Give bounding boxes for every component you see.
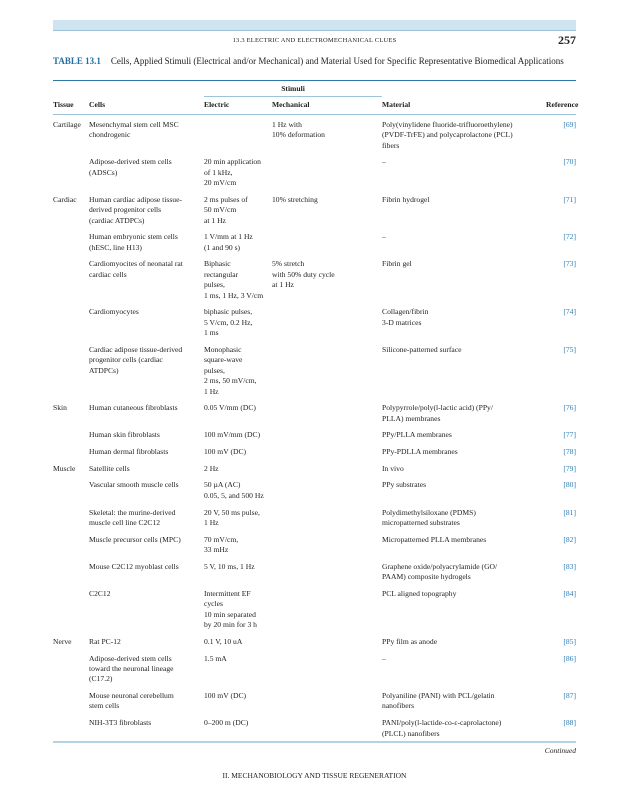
tissue-cell: Cardiac (53, 194, 77, 204)
tissue-cell: Cartilage (53, 119, 81, 129)
mechanical-cell (272, 562, 382, 589)
table-row (53, 114, 576, 157)
cells-cell: Adipose-derived stem cells (ADSCs) (89, 157, 172, 177)
mechanical-cell (272, 508, 382, 535)
cells-cell: Satellite cells (89, 463, 130, 473)
tissue-cell (53, 430, 89, 447)
material-cell: In vivo (382, 463, 404, 473)
electric-cell: Intermittent EF cycles 10 min separated by 20 min for 3 h (204, 588, 257, 630)
tissue-cell (53, 157, 89, 195)
table-row (53, 157, 576, 195)
table-row (53, 637, 576, 654)
tissue-cell (53, 691, 89, 718)
mechanical-cell (272, 654, 382, 692)
data-table (53, 80, 579, 745)
material-cell: Silicone-patterned surface (382, 344, 462, 354)
continued-note: Continued (544, 746, 576, 755)
cells-cell: Skeletal: the murine-derived muscle cell line C2C12 (89, 507, 176, 527)
electric-cell: 1.5 mA (204, 653, 227, 663)
mechanical-cell (272, 157, 382, 195)
cells-cell: Mesenchymal stem cell MSC chondrogenic (89, 119, 179, 140)
tissue-cell (53, 232, 89, 259)
reference-link[interactable]: [79] (563, 463, 577, 473)
table-label: TABLE 13.1 (53, 56, 101, 66)
column-header-reference: Reference (546, 97, 576, 114)
mechanical-cell: 10% stretching (272, 194, 318, 204)
table-row (53, 232, 576, 259)
table-row (53, 464, 576, 481)
electric-cell: 100 mV (DC) (204, 447, 247, 457)
table-row (53, 403, 576, 430)
electric-cell: 0.1 V, 10 uA (204, 636, 243, 646)
mechanical-cell (272, 307, 382, 345)
table-row (53, 195, 576, 233)
mechanical-cell (272, 464, 382, 481)
electric-cell: biphasic pulses, 5 V/cm, 0.2 Hz, 1 ms (204, 307, 253, 338)
tissue-cell (53, 589, 89, 637)
reference-link[interactable]: [77] (563, 430, 577, 440)
tissue-cell (53, 345, 89, 403)
cells-cell: Rat PC-12 (89, 636, 121, 646)
mechanical-cell (272, 447, 382, 464)
column-header-tissue: Tissue (53, 97, 89, 114)
table-row (53, 307, 576, 345)
electric-cell: 100 mV/mm (DC) (204, 430, 261, 440)
material-cell: PPy film as anode (382, 636, 438, 646)
cells-cell: Cardiomyocytes (89, 307, 139, 317)
column-header-material: Material (382, 97, 546, 114)
reference-link[interactable]: [86] (563, 653, 577, 663)
tissue-cell (53, 654, 89, 692)
mechanical-cell (272, 589, 382, 637)
column-header-electric: Electric (204, 97, 272, 114)
cells-cell: Human embryonic stem cells (hESC, line H13) (89, 232, 178, 252)
electric-cell (204, 114, 272, 157)
reference-link[interactable]: [75] (563, 344, 577, 354)
table-row (53, 589, 576, 637)
material-cell: – (382, 653, 386, 663)
electric-cell: 1 V/mm at 1 Hz (1 and 90 s) (204, 232, 253, 252)
reference-link[interactable]: [87] (563, 691, 577, 701)
mechanical-cell (272, 403, 382, 430)
electric-cell: Biphasic rectangular pulses, 1 ms, 1 Hz, 3 V/cm (204, 259, 264, 300)
reference-link[interactable]: [71] (563, 194, 577, 204)
material-cell: Polypyrrole/poly(l-lactic acid) (PPy/ PLLA) membranes (382, 403, 493, 423)
material-cell: Polydimethylsiloxane (PDMS) micropatterned substrates (382, 507, 476, 527)
tissue-cell (53, 562, 89, 589)
material-cell: PPy/PLLA membranes (382, 430, 452, 440)
cells-cell: Human skin fibroblasts (89, 430, 160, 440)
reference-link[interactable]: [84] (563, 588, 577, 598)
material-cell: Fibrin gel (382, 259, 412, 269)
material-cell: Graphene oxide/polyacrylamide (GO/ PAAM) composite hydrogels (382, 561, 498, 582)
table-row (53, 259, 576, 307)
top-band (53, 20, 576, 31)
material-cell: Poly(vinylidene fluoride-trifluoroethylene) (PVDF-TrFE) and polycaprolactone (PCL) fibers (382, 119, 513, 150)
mechanical-cell (272, 535, 382, 562)
cells-cell: Cardiac adipose tissue-derived progenitor cells (cardiac ATDPCs) (89, 344, 183, 375)
table-caption (53, 56, 576, 67)
material-cell: PCL aligned topography (382, 588, 457, 598)
tissue-cell: Skin (53, 403, 67, 413)
electric-cell: 0–200 m (DC) (204, 718, 249, 728)
material-cell: – (382, 232, 386, 242)
mechanical-cell: 5% stretch with 50% duty cycle at 1 Hz (272, 259, 335, 290)
cells-cell: Human cardiac adipose tissue- derived progenitor cells (cardiac ATDPCs) (89, 194, 182, 225)
electric-cell: 50 µA (AC) 0.05, 5, and 500 Hz (204, 480, 264, 500)
reference-link[interactable]: [78] (563, 447, 577, 457)
electric-cell: 20 min application of 1 kHz, 20 mV/cm (204, 157, 261, 188)
electric-cell: 2 Hz (204, 463, 219, 473)
reference-link[interactable]: [72] (563, 232, 577, 242)
cells-cell: Mouse C2C12 myoblast cells (89, 561, 179, 571)
reference-link[interactable]: [74] (563, 307, 577, 317)
electric-cell: 2 ms pulses of 50 mV/cm at 1 Hz (204, 194, 248, 225)
cells-cell: Human dermal fibroblasts (89, 447, 169, 457)
table-row (53, 691, 576, 718)
mechanical-cell (272, 345, 382, 403)
material-cell: – (382, 157, 386, 167)
table-row (53, 480, 576, 507)
table-row (53, 345, 576, 403)
mechanical-cell (272, 480, 382, 507)
mechanical-cell (272, 637, 382, 654)
tissue-cell: Nerve (53, 636, 72, 646)
cells-cell: Cardiomyocites of neonatal rat cardiac cells (89, 259, 183, 279)
electric-cell: 5 V, 10 ms, 1 Hz (204, 561, 255, 571)
mechanical-cell (272, 691, 382, 718)
reference-link[interactable]: [70] (563, 157, 577, 167)
tissue-cell (53, 480, 89, 507)
material-cell: Collagen/fibrin 3-D matrices (382, 307, 429, 327)
material-cell: Micropatterned PLLA membranes (382, 534, 487, 544)
tissue-cell (53, 259, 89, 307)
electric-cell: 70 mV/cm, 33 mHz (204, 534, 239, 555)
reference-link[interactable]: [69] (563, 119, 577, 129)
table-bottom-rule (53, 741, 576, 743)
reference-link[interactable]: [82] (563, 534, 577, 544)
material-cell: PPy substrates (382, 480, 427, 490)
cells-cell: Vascular smooth muscle cells (89, 480, 179, 490)
reference-link[interactable]: [81] (563, 507, 577, 517)
material-cell: Polyaniline (PANI) with PCL/gelatin nanofibers (382, 691, 495, 711)
mechanical-cell (272, 232, 382, 259)
cells-cell: Mouse neuronal cerebellum stem cells (89, 691, 174, 711)
cells-cell: Human cutaneous fibroblasts (89, 403, 178, 413)
material-cell: PANI/poly(l-lactide-co-ε-caprolactone) (PLCL) nanofibers (382, 718, 502, 738)
tissue-cell (53, 447, 89, 464)
tissue-cell (53, 535, 89, 562)
reference-link[interactable]: [80] (563, 480, 577, 490)
electric-cell: 20 V, 50 ms pulse, 1 Hz (204, 507, 260, 527)
table-row (53, 430, 576, 447)
column-header-cells: Cells (89, 97, 204, 114)
tissue-cell: Muscle (53, 463, 76, 473)
reference-link[interactable]: [85] (563, 636, 577, 646)
page-footer: II. MECHANOBIOLOGY AND TISSUE REGENERATION (222, 771, 407, 780)
reference-link[interactable]: [83] (563, 561, 577, 571)
column-header-mechanical: Mechanical (272, 97, 382, 114)
reference-link[interactable]: [76] (563, 403, 577, 413)
material-cell: Fibrin hydrogel (382, 194, 430, 204)
mechanical-cell (272, 430, 382, 447)
running-header: 13.3 ELECTRIC AND ELECTROMECHANICAL CLUES (232, 37, 397, 44)
cells-cell: C2C12 (89, 588, 111, 598)
tissue-cell (53, 307, 89, 345)
mechanical-cell: 1 Hz with 10% deformation (272, 119, 325, 140)
electric-cell: 0.05 V/mm (DC) (204, 403, 256, 413)
reference-link[interactable]: [73] (563, 259, 577, 269)
stimuli-group-header: Stimuli (204, 81, 382, 97)
table-row (53, 535, 576, 562)
tissue-cell (53, 508, 89, 535)
electric-cell: Monophasic square-wave pulses, 2 ms, 50 mV/cm, 1 Hz (204, 344, 257, 396)
table-row (53, 508, 576, 535)
material-cell: PPy-PDLLA membranes (382, 447, 458, 457)
table-row (53, 447, 576, 464)
cells-cell: Muscle precursor cells (MPC) (89, 534, 181, 544)
cells-cell: Adipose-derived stem cells toward the neuronal lineage (C17.2) (89, 653, 174, 684)
table-caption-text: Cells, Applied Stimuli (Electrical and/or Mechanical) and Material Used for Specific Representative Biomedical Applications (110, 56, 564, 66)
table-row (53, 654, 576, 692)
electric-cell: 100 mV (DC) (204, 691, 247, 701)
table-row (53, 562, 576, 589)
cells-cell: NIH-3T3 fibroblasts (89, 718, 152, 728)
reference-link[interactable]: [88] (563, 718, 577, 728)
page-number: 257 (558, 33, 576, 47)
